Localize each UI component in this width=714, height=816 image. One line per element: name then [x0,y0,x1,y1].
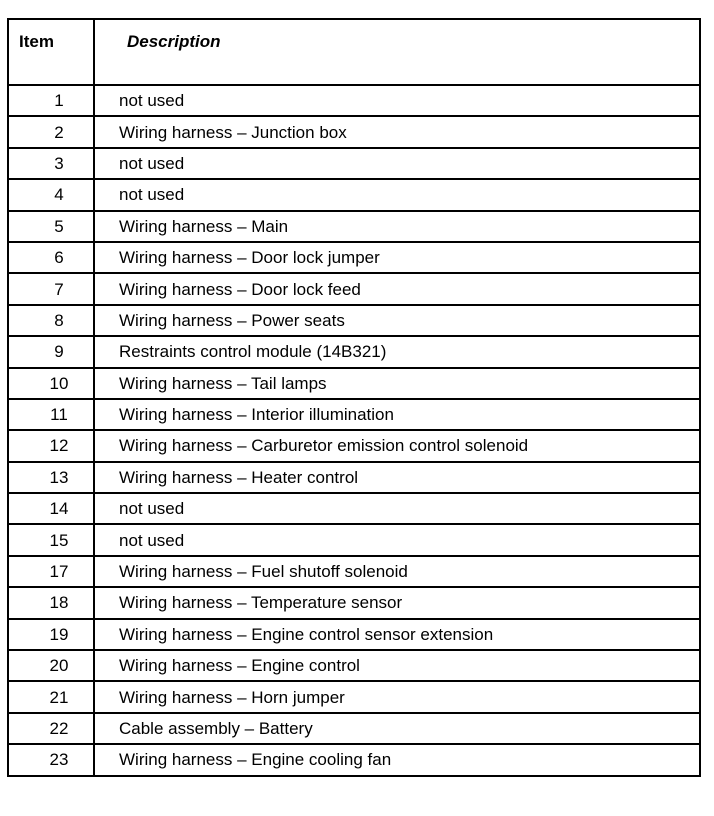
table-header [8,19,700,85]
table-row [8,211,700,242]
table-row [8,85,700,116]
column-header-item: Item [8,19,94,85]
table-row [8,336,700,367]
table-row [8,713,700,744]
item-number-cell: 17 [8,556,94,587]
table-row [8,462,700,493]
item-number-cell: 13 [8,462,94,493]
description-cell: Wiring harness – Door lock feed [94,273,700,304]
table-row [8,744,700,775]
parts-table [7,18,701,777]
item-number-cell: 14 [8,493,94,524]
table-row [8,179,700,210]
description-cell: not used [94,493,700,524]
item-number-cell: 21 [8,681,94,712]
item-number-cell: 15 [8,524,94,555]
description-cell: Cable assembly – Battery [94,713,700,744]
item-number-cell: 22 [8,713,94,744]
item-number-cell: 1 [8,85,94,116]
table-row [8,524,700,555]
description-cell: Wiring harness – Power seats [94,305,700,336]
item-number-cell: 11 [8,399,94,430]
column-header-description: Description [94,19,700,85]
table-row [8,116,700,147]
item-number-cell: 8 [8,305,94,336]
table-row [8,368,700,399]
table-row [8,650,700,681]
item-number-cell: 7 [8,273,94,304]
description-cell: Restraints control module (14B321) [94,336,700,367]
description-cell: not used [94,524,700,555]
table-row [8,493,700,524]
description-cell: Wiring harness – Carburetor emission control solenoid [94,430,700,461]
item-number-cell: 19 [8,619,94,650]
item-number-cell: 23 [8,744,94,775]
table-body [8,85,700,776]
description-cell: Wiring harness – Main [94,211,700,242]
description-cell: Wiring harness – Heater control [94,462,700,493]
item-number-cell: 10 [8,368,94,399]
table-row [8,619,700,650]
description-cell: Wiring harness – Temperature sensor [94,587,700,618]
item-number-cell: 9 [8,336,94,367]
item-number-cell: 4 [8,179,94,210]
description-cell: not used [94,85,700,116]
table-row [8,399,700,430]
description-cell: Wiring harness – Door lock jumper [94,242,700,273]
table-row [8,587,700,618]
table-row [8,242,700,273]
item-number-cell: 2 [8,116,94,147]
description-cell: Wiring harness – Fuel shutoff solenoid [94,556,700,587]
description-cell: not used [94,179,700,210]
table-row [8,273,700,304]
item-number-cell: 12 [8,430,94,461]
item-number-cell: 20 [8,650,94,681]
table-row [8,305,700,336]
item-number-cell: 5 [8,211,94,242]
table-row [8,430,700,461]
description-cell: Wiring harness – Engine cooling fan [94,744,700,775]
description-cell: Wiring harness – Engine control [94,650,700,681]
table-row [8,556,700,587]
description-cell: Wiring harness – Horn jumper [94,681,700,712]
description-cell: not used [94,148,700,179]
item-number-cell: 3 [8,148,94,179]
item-number-cell: 6 [8,242,94,273]
description-cell: Wiring harness – Tail lamps [94,368,700,399]
description-cell: Wiring harness – Engine control sensor extension [94,619,700,650]
item-number-cell: 18 [8,587,94,618]
description-cell: Wiring harness – Junction box [94,116,700,147]
header-row [8,19,700,85]
description-cell: Wiring harness – Interior illumination [94,399,700,430]
table-row [8,148,700,179]
table-row [8,681,700,712]
